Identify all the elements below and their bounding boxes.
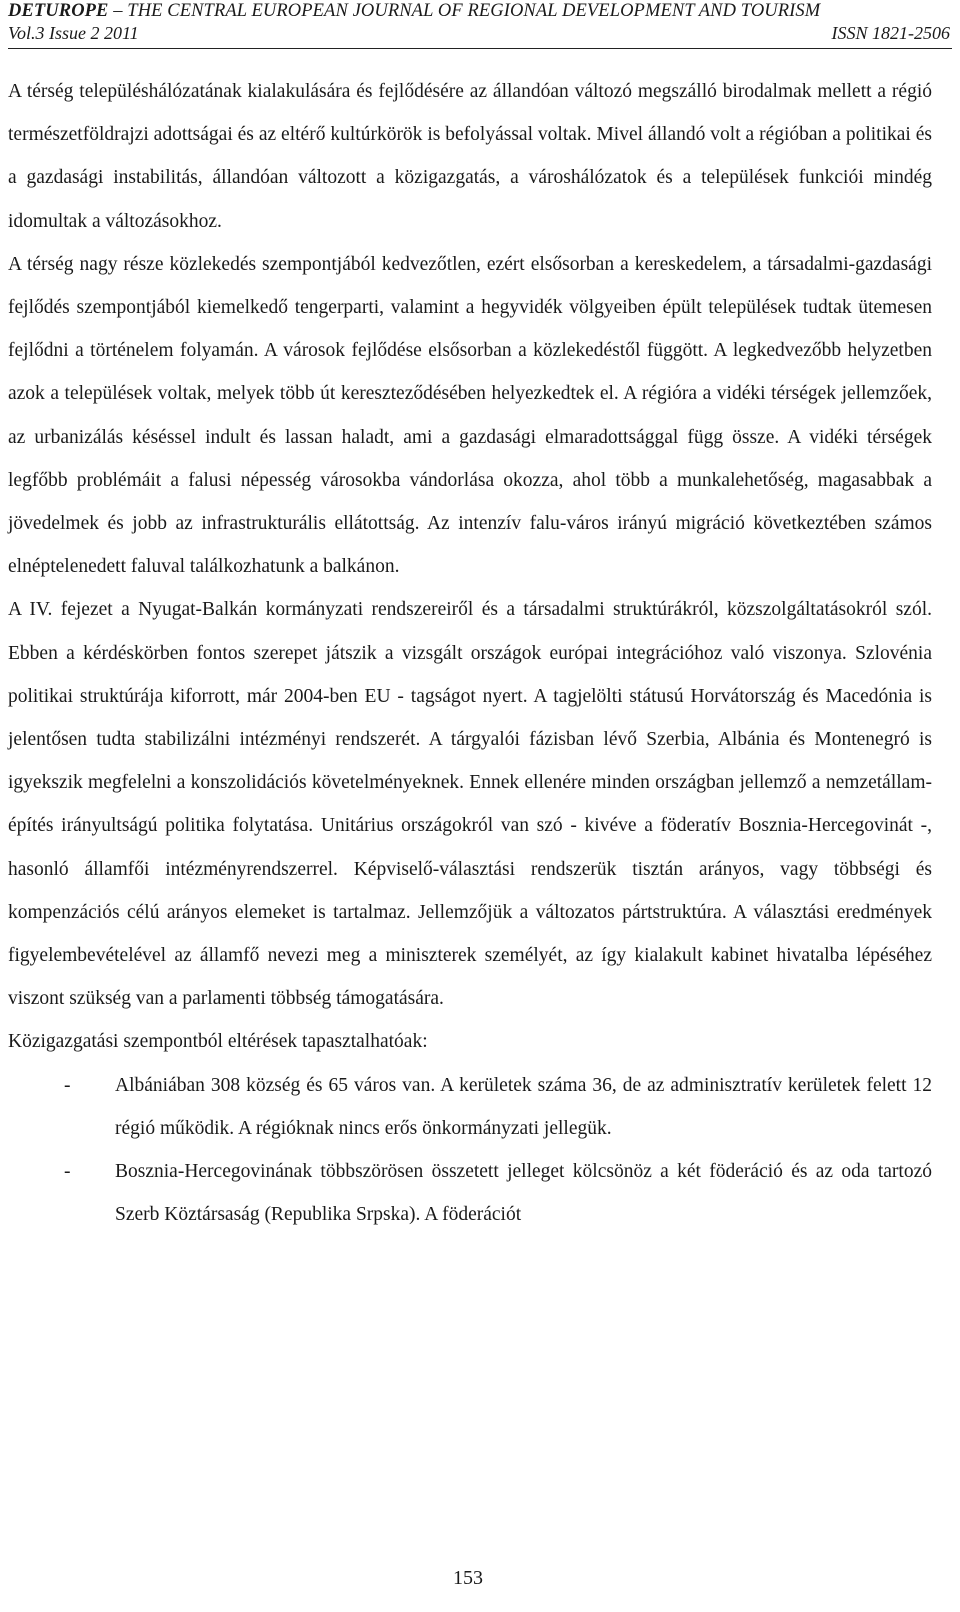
list-item-text: Albániában 308 község és 65 város van. A kerületek száma 36, de az adminisztratív kerületek felett 12 régió működik. A régióknak nincs erős önkormányzati jellegük. xyxy=(115,1074,932,1139)
list-item xyxy=(8,1150,932,1236)
admin-differences-list xyxy=(8,1064,932,1237)
issn: ISSN 1821-2506 xyxy=(831,23,950,43)
paragraph-settlement-network: A térség településhálózatának kialakulására és fejlődésére az állandóan változó megszálló birodalmak mellett a régió természetföldrajzi adottságai és az eltérő kultúrkörök is befolyással voltak. Mivel állandó volt a régióban a politikai és a gazdasági instabilitás, állandóan változott a közigazgatás, a városhálózatok és a települések funkciói mindég idomultak a változásokhoz. xyxy=(8,81,932,232)
list-bullet: - xyxy=(64,1161,71,1183)
paragraph-admin-intro: Közigazgatási szempontból eltérések tapasztalhatóak: xyxy=(8,1031,428,1053)
running-header xyxy=(8,0,952,49)
journal-subtitle: – THE CENTRAL EUROPEAN JOURNAL OF REGIONAL DEVELOPMENT AND TOURISM xyxy=(108,1,821,21)
paragraph-governance: A IV. fejezet a Nyugat-Balkán kormányzati rendszereiről és a társadalmi struktúrákról, közszolgáltatásokról szól. Ebben a kérdéskörben fontos szerepet játszik a vizsgált országok európai integrációhoz való viszonya. Szlovénia politikai struktúrája kiforrott, már 2004-ben EU - tagságot nyert. A tagjelölti státusú Horvátország és Macedónia is jelentősen tudta stabilizálni intézményi rendszerét. A tárgyalói fázisban lévő Szerbia, Albánia és Montenegró is igyekszik megfelelni a konszolidációs követelményeknek. Ennek ellenére minden országban jellemző a nemzetállam-építés irányultságú politika folytatása. Unitárius országokról van szó - kivéve a föderatív Bosznia-Hercegovinát -, hasonló államfői intézményrendszerrel. Képviselő-választási rendszerük tisztán arányos, vagy többségi és kompenzációs célú arányos elemeket is tartalmaz. Jellemzőjük a változatos pártstruktúra. A választási eredmények figyelembevételével az államfő nevezi meg a miniszterek személyét, az így kialakult kabinet hivatalba lépéséhez viszont szükség van a parlamenti többség támogatására. xyxy=(8,599,932,1010)
journal-title xyxy=(8,1,820,21)
journal-name: DETUROPE xyxy=(8,1,109,21)
list-bullet: - xyxy=(64,1074,71,1096)
list-item xyxy=(8,1064,932,1150)
list-item-text: Bosznia-Hercegovinának többszörösen összetett jelleget kölcsönöz a két föderáció és az oda tartozó Szerb Köztársaság (Republika Srpska). A föderációt xyxy=(115,1161,932,1226)
issue-info: Vol.3 Issue 2 2011 xyxy=(8,23,139,43)
page-number: 153 xyxy=(453,1567,483,1589)
article-body xyxy=(8,70,932,1236)
paragraph-transport: A térség nagy része közlekedés szempontjából kedvezőtlen, ezért elsősorban a kereskedelem, a társadalmi-gazdasági fejlődés szempontjából kiemelkedő tengerparti, valamint a hegyvidék völgyeiben épült települések tudtak ütemesen fejlődni a történelem folyamán. A városok fejlődése elsősorban a közlekedéstől függött. A legkedvezőbb helyzetben azok a települések voltak, melyek több út kereszteződésében helyezkedtek el. A régióra a vidéki térségek jellemzőek, az urbanizálás késéssel indult és lassan haladt, ami a gazdasági elmaradottsággal függ össze. A vidéki térségek legfőbb problémáit a falusi népesség városokba vándorlása okozza, ahol több a munkalehetőség, magasabbak a jövedelmek és jobb az infrastrukturális ellátottság. Az intenzív falu-város irányú migráció következtében számos elnéptelenedett faluval találkozhatunk a balkánon. xyxy=(8,253,932,578)
